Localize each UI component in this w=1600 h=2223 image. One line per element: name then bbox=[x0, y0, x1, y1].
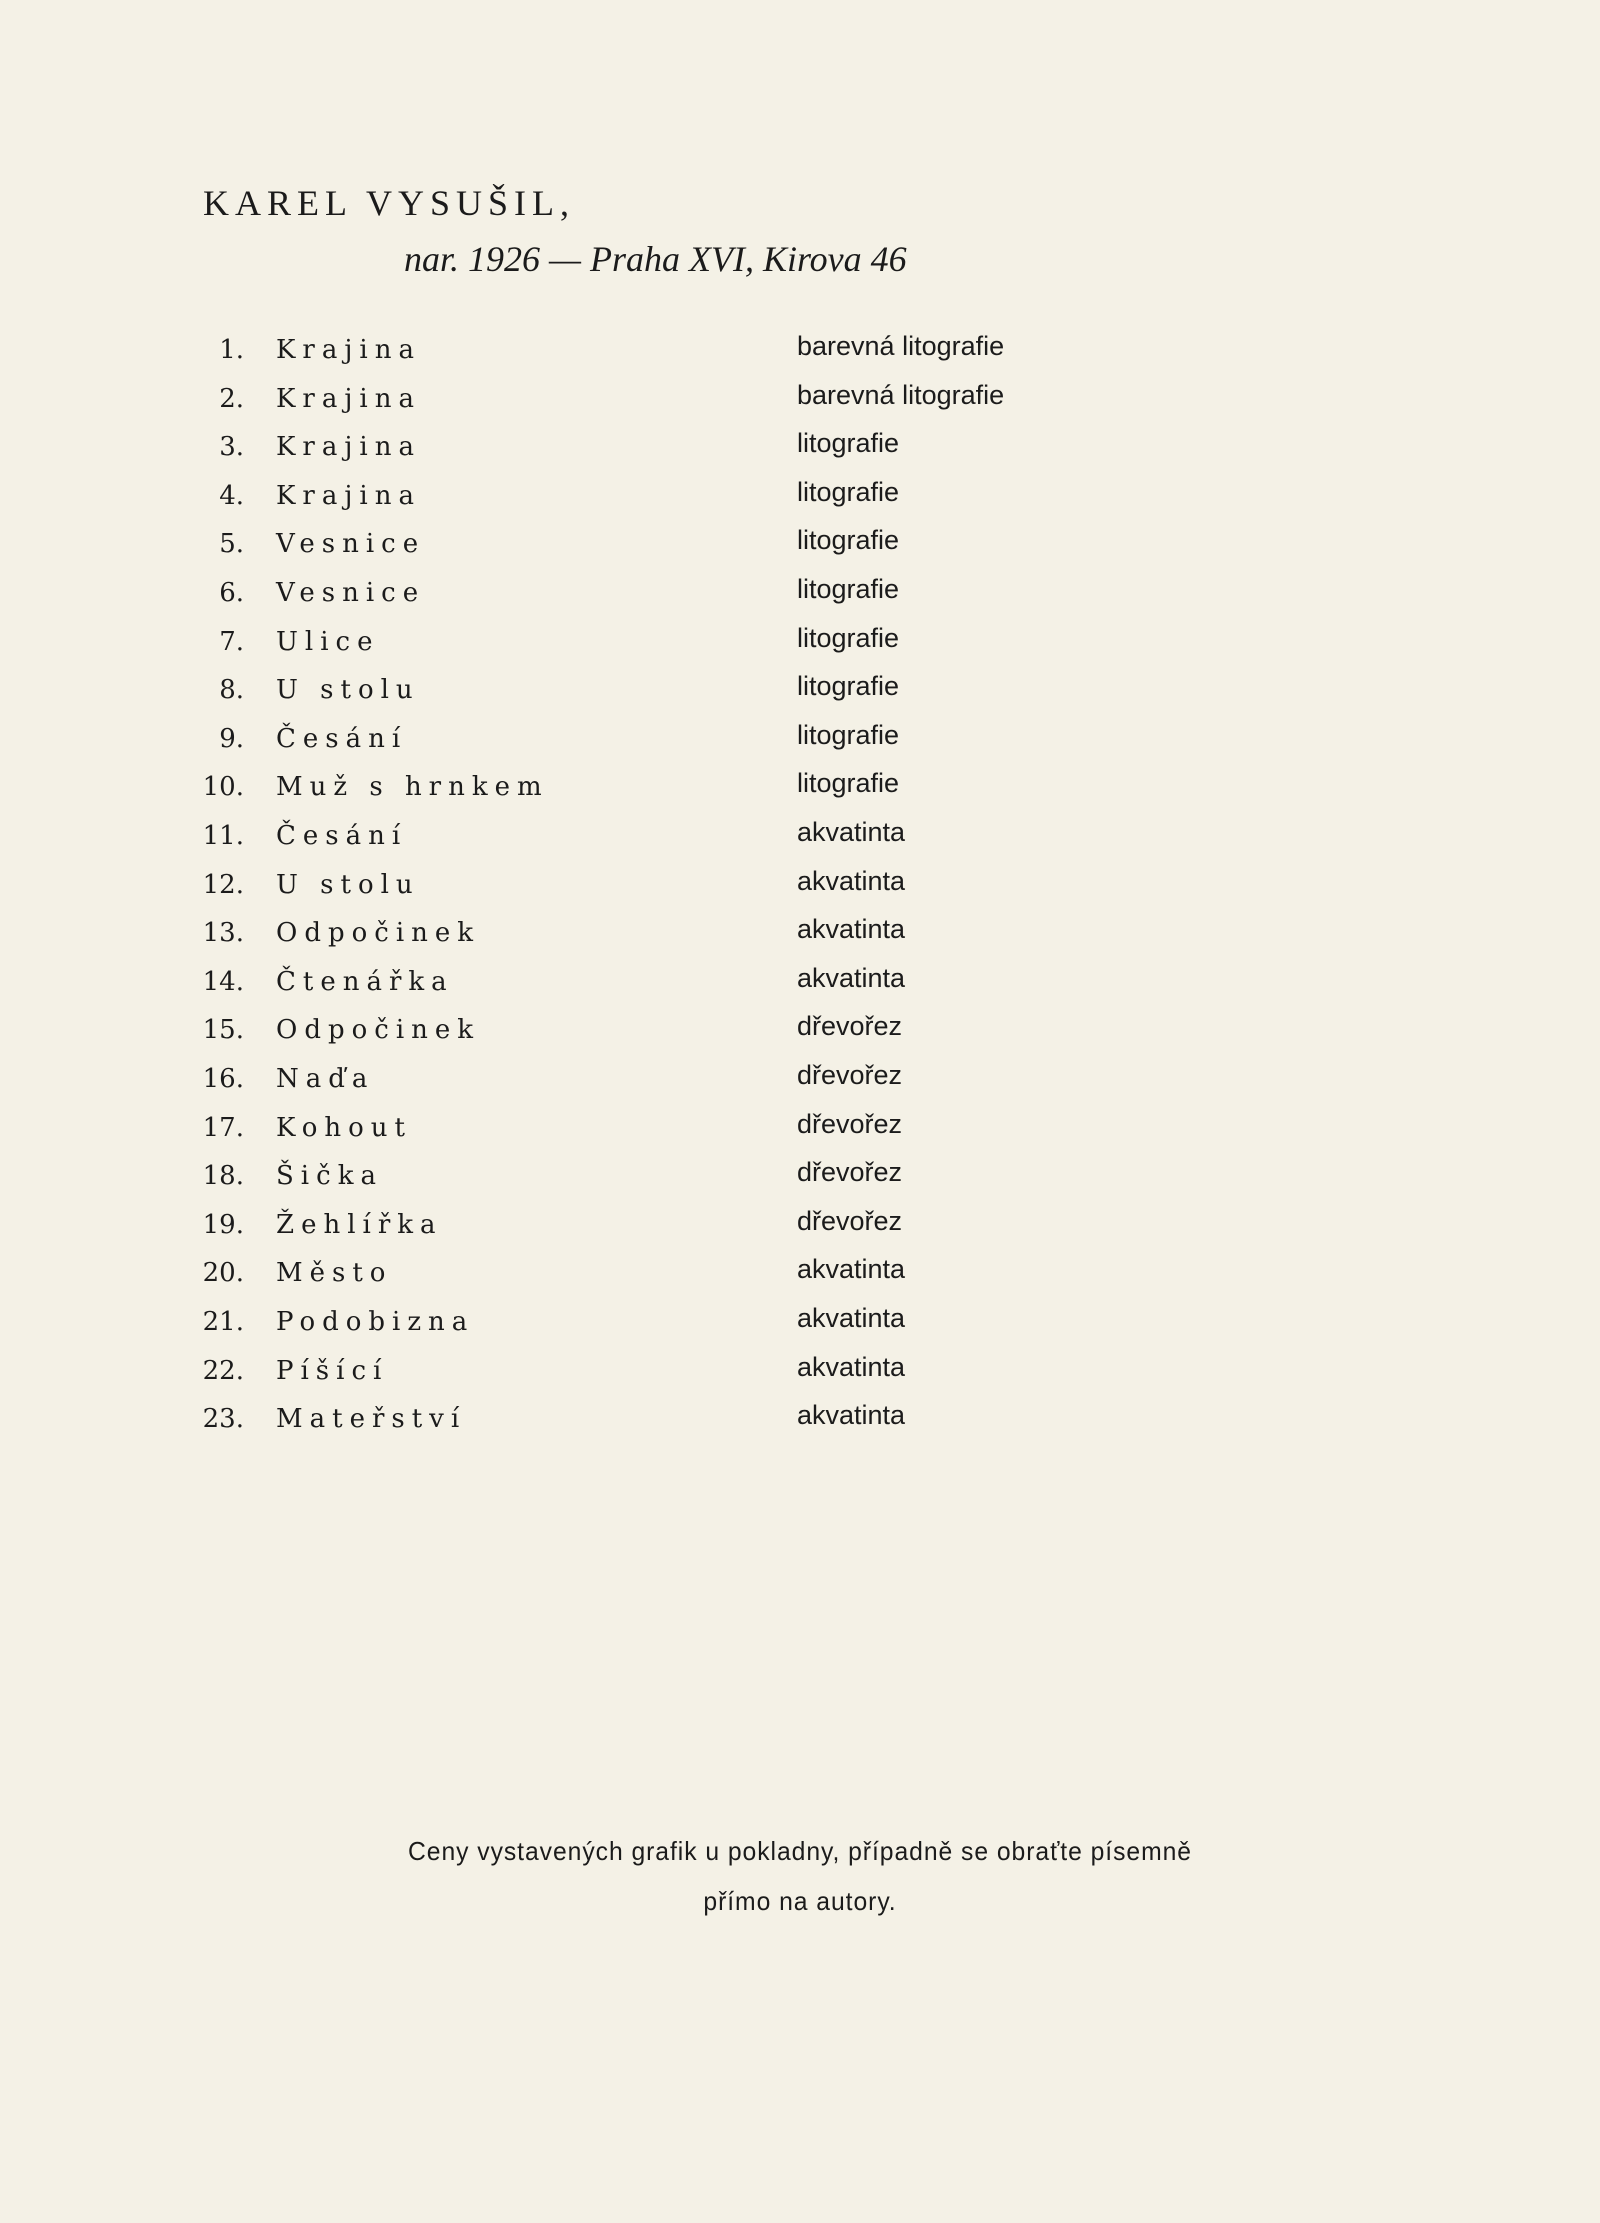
list-item bbox=[0, 574, 1600, 626]
work-title: Vesnice bbox=[276, 529, 426, 560]
list-item bbox=[0, 962, 1600, 1015]
list-item bbox=[0, 428, 1600, 480]
work-number: 4. bbox=[219, 480, 244, 511]
work-technique: akvatinta bbox=[797, 1303, 906, 1333]
list-item bbox=[0, 1060, 1600, 1112]
list-item bbox=[0, 671, 1600, 723]
work-number: 12. bbox=[202, 869, 244, 900]
work-technique: akvatinta bbox=[797, 1351, 906, 1382]
work-technique: litografie bbox=[797, 768, 900, 799]
work-number: 7. bbox=[219, 626, 244, 657]
work-title: Muž s hrnkem bbox=[276, 772, 549, 803]
artist-details: nar. 1926 — Praha XVI, Kirova 46 bbox=[404, 239, 907, 279]
work-title: Žehlířka bbox=[276, 1209, 443, 1240]
list-item bbox=[0, 719, 1600, 772]
work-title: Krajina bbox=[276, 335, 421, 365]
work-technique: akvatinta bbox=[797, 962, 906, 993]
work-number: 10. bbox=[202, 772, 244, 803]
work-title: Kohout bbox=[276, 1112, 412, 1143]
list-item bbox=[0, 1254, 1600, 1306]
footer-note-line1: Ceny vystavených grafik u pokladny, případně se obraťte písemně bbox=[407, 1836, 1192, 1866]
work-technique: litografie bbox=[797, 428, 900, 459]
work-technique: litografie bbox=[797, 476, 900, 507]
work-technique: akvatinta bbox=[797, 1400, 906, 1431]
list-item bbox=[0, 1108, 1600, 1161]
work-technique: barevná litografie bbox=[797, 331, 1005, 361]
list-item bbox=[0, 1351, 1600, 1404]
work-number: 23. bbox=[202, 1404, 244, 1435]
work-technique: dřevořez bbox=[797, 1205, 903, 1236]
work-number: 13. bbox=[202, 918, 244, 949]
work-number: 21. bbox=[202, 1307, 244, 1337]
work-number: 3. bbox=[219, 432, 244, 463]
work-technique: akvatinta bbox=[797, 1254, 906, 1285]
work-technique: litografie bbox=[797, 671, 900, 702]
work-number: 5. bbox=[219, 529, 244, 560]
list-item bbox=[0, 1205, 1600, 1258]
work-technique: akvatinta bbox=[797, 914, 906, 945]
work-technique: barevná litografie bbox=[797, 379, 1005, 410]
work-title: Odpočinek bbox=[276, 1015, 481, 1046]
list-item bbox=[0, 865, 1600, 918]
work-number: 9. bbox=[219, 723, 244, 754]
list-item bbox=[0, 379, 1600, 432]
work-title: Odpočinek bbox=[276, 918, 481, 949]
work-title: Krajina bbox=[276, 383, 421, 414]
list-item bbox=[0, 768, 1600, 820]
list-item bbox=[0, 1400, 1600, 1452]
work-title: Čtenářka bbox=[276, 966, 454, 997]
list-item bbox=[0, 525, 1600, 577]
work-title: Česání bbox=[276, 821, 408, 851]
work-number: 14. bbox=[202, 966, 244, 997]
work-number: 11. bbox=[202, 821, 244, 851]
work-number: 1. bbox=[219, 335, 244, 365]
work-title: Šička bbox=[276, 1161, 383, 1192]
work-number: 22. bbox=[202, 1355, 244, 1386]
work-title: Město bbox=[276, 1258, 393, 1289]
work-title: Podobizna bbox=[276, 1307, 475, 1337]
artist-name: KAREL VYSUŠIL, bbox=[203, 183, 576, 223]
work-number: 6. bbox=[219, 578, 244, 608]
list-item bbox=[0, 1011, 1600, 1063]
work-technique: litografie bbox=[797, 525, 900, 556]
work-number: 15. bbox=[202, 1015, 244, 1046]
work-technique: dřevořez bbox=[797, 1011, 903, 1042]
work-title: Naďa bbox=[276, 1064, 375, 1094]
work-technique: litografie bbox=[797, 719, 900, 750]
work-number: 2. bbox=[219, 383, 244, 414]
work-technique: litografie bbox=[797, 622, 900, 653]
list-item bbox=[0, 1303, 1600, 1355]
work-number: 20. bbox=[202, 1258, 244, 1289]
work-number: 18. bbox=[202, 1161, 244, 1192]
work-number: 16. bbox=[202, 1064, 244, 1094]
work-number: 8. bbox=[219, 675, 244, 706]
work-technique: dřevořez bbox=[797, 1157, 903, 1188]
list-item bbox=[0, 331, 1600, 383]
work-number: 19. bbox=[202, 1209, 244, 1240]
work-title: U stolu bbox=[276, 869, 420, 900]
work-title: U stolu bbox=[276, 675, 420, 706]
work-technique: dřevořez bbox=[797, 1060, 903, 1090]
work-technique: akvatinta bbox=[797, 817, 906, 847]
work-title: Ulice bbox=[276, 626, 380, 657]
list-item bbox=[0, 1157, 1600, 1209]
work-title: Česání bbox=[276, 723, 408, 754]
work-technique: akvatinta bbox=[797, 865, 906, 896]
list-item bbox=[0, 914, 1600, 966]
work-title: Krajina bbox=[276, 480, 421, 511]
work-title: Krajina bbox=[276, 432, 421, 463]
list-item bbox=[0, 622, 1600, 675]
work-technique: litografie bbox=[797, 574, 900, 604]
work-title: Píšící bbox=[276, 1355, 389, 1386]
work-number: 17. bbox=[202, 1112, 244, 1143]
work-technique: dřevořez bbox=[797, 1108, 903, 1139]
list-item bbox=[0, 817, 1600, 869]
work-title: Mateřství bbox=[276, 1404, 467, 1435]
list-item bbox=[0, 476, 1600, 529]
footer-note-line2: přímo na autory. bbox=[703, 1886, 897, 1916]
work-title: Vesnice bbox=[276, 578, 426, 608]
